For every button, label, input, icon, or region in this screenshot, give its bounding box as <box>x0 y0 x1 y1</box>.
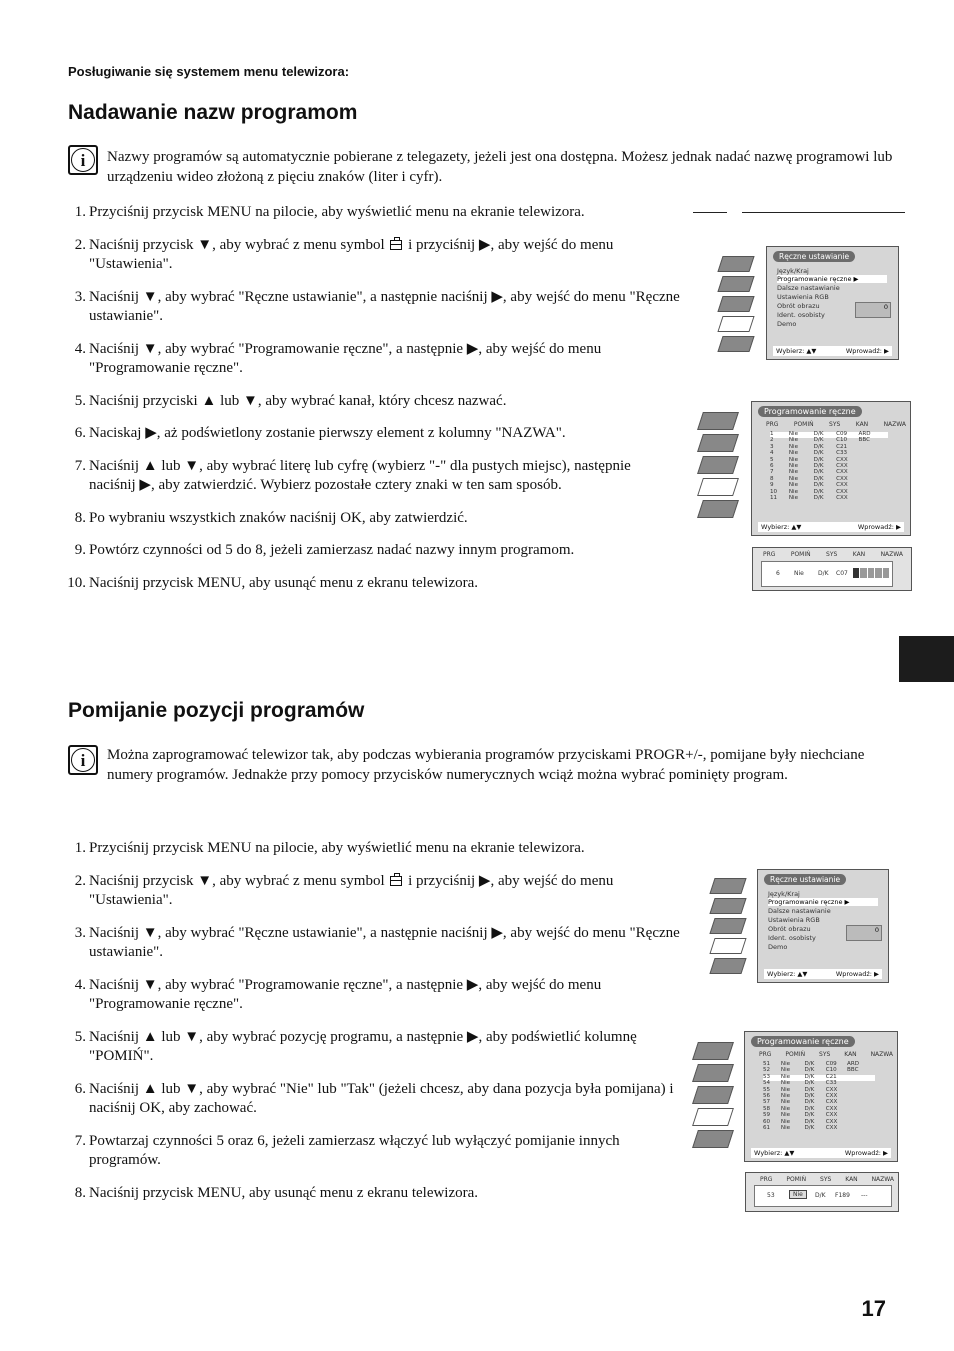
table-cell: D/K <box>813 437 824 444</box>
table-cell: 61 <box>763 1125 771 1131</box>
table-cell: D/K <box>813 450 824 457</box>
table-cell: D/K <box>804 1093 815 1099</box>
table-cell: 10 <box>770 488 778 495</box>
list-item: 6. Naciskaj ▶, aż podświetlony zostanie pierwszy element z kolumny "NAZWA". <box>74 425 566 441</box>
manual-setup-menu <box>766 246 899 360</box>
menu-category-icons <box>700 412 736 522</box>
list-item: 1. Przyciśnij przycisk MENU na pilocie, aby wyświetlić menu na ekranie telewizora. <box>74 840 585 856</box>
feature-icon <box>697 456 739 474</box>
info-text-naming: Nazwy programów są automatycznie pobierane z telegazety, jeżeli jest ona dostępna. Możesz jednak nadać nazwę programowi lub urządzeniu wideo złożoną z pięciu znaków (liter i cyfr). <box>107 149 893 185</box>
table-cell: 5 <box>770 456 774 463</box>
setup-icon <box>697 478 739 496</box>
table-row <box>763 1100 875 1106</box>
table-cell: D/K <box>813 443 824 450</box>
menu-item-selected: Programowanie ręczne ▶ <box>768 898 878 906</box>
table-cell: 55 <box>763 1086 771 1093</box>
menu-item: Dalsze nastawianie <box>768 907 831 915</box>
table-row <box>763 1126 875 1132</box>
table-cell: Nie <box>788 431 799 437</box>
table-cell: D/K <box>813 475 824 482</box>
toolbox-icon <box>390 240 402 250</box>
table-cell: 58 <box>763 1105 771 1112</box>
table-cell: D/K <box>813 463 824 469</box>
table-row <box>770 451 888 457</box>
info-icon: i <box>68 745 98 775</box>
menu-footer: Wybierz: ▲▼ Wprowadź: ▶ <box>773 346 892 356</box>
table-cell: D/K <box>804 1073 815 1080</box>
table-cell: 56 <box>763 1093 771 1099</box>
table-row <box>763 1120 875 1126</box>
menu-title: Ręczne ustawianie <box>764 874 846 885</box>
menu-item: Obrót obrazu <box>768 925 811 933</box>
manual-programming-menu <box>751 401 911 536</box>
table-cell: Nie <box>788 495 799 501</box>
table-cell: C09 <box>825 1061 837 1067</box>
list-icon <box>717 336 754 352</box>
table-cell: Nie <box>788 443 799 450</box>
table-cell: Nie <box>780 1118 791 1125</box>
table-cell: CXX <box>836 456 848 463</box>
table-cell: Nie <box>788 488 799 495</box>
table-cell: D/K <box>813 482 824 489</box>
manual-programming-menu <box>744 1031 898 1162</box>
menu-item: Ustawienia RGB <box>768 916 820 924</box>
picture-icon <box>709 878 746 894</box>
table-cell: 59 <box>763 1112 771 1119</box>
table-cell: 54 <box>763 1080 771 1087</box>
table-cell: CXX <box>825 1093 838 1099</box>
table-header: PRG POMIŃ SYS KAN NAZWA <box>766 421 906 428</box>
menu-title: Ręczne ustawianie <box>773 251 855 262</box>
menu-category-icons <box>695 1042 731 1152</box>
menu-title: Programowanie ręczne <box>758 406 862 417</box>
list-item: 8. Naciśnij przycisk MENU, aby usunąć menu z ekranu telewizora. <box>74 1184 479 1201</box>
setup-icon <box>692 1108 734 1126</box>
table-row <box>763 1081 875 1087</box>
table-row <box>770 464 888 470</box>
menu-footer: Wybierz: ▲▼ Wprowadź: ▶ <box>758 522 904 532</box>
table-cell: Nie <box>788 469 799 476</box>
list-item: 8. Po wybraniu wszystkich znaków naciśnij OK, aby zatwierdzić. <box>74 509 468 526</box>
list-item: 5. Naciśnij ▲ lub ▼, aby wybrać pozycję programu, a następnie ▶, aby podświetlić kolumnę "POMIŃ". <box>74 1028 637 1064</box>
page-number: 17 <box>861 1296 886 1321</box>
table-cell: ARD <box>858 431 871 437</box>
table-row <box>770 490 888 496</box>
list-item: 4. Naciśnij ▼, aby wybrać "Programowanie ręczne", a następnie ▶, aby wejść do menu "Programowanie ręczne". <box>74 340 602 376</box>
bar-header: PRG POMIŃ SYS KAN NAZWA <box>760 1176 894 1183</box>
table-cell: Nie <box>780 1067 791 1074</box>
table-row <box>763 1107 875 1113</box>
table-cell: 53 <box>763 1073 771 1080</box>
bar-header: PRG POMIŃ SYS KAN NAZWA <box>763 551 903 558</box>
table-row <box>763 1094 875 1100</box>
table-cell: CXX <box>825 1105 838 1112</box>
table-cell: D/K <box>813 495 824 501</box>
toolbox-icon <box>390 876 402 886</box>
bar-values: 53 Nie D/K F189 --- <box>754 1185 892 1207</box>
menu-item: Ident. osobisty <box>768 934 816 942</box>
menu-category-icons <box>720 256 752 356</box>
steps-list-skipping <box>68 839 680 1216</box>
menu-item-selected: Programowanie ręczne ▶ <box>777 275 887 283</box>
skip-edit-bar <box>745 1172 899 1212</box>
bar-values: 6 Nie D/K C07 <box>761 561 893 587</box>
table-cell: Nie <box>780 1073 791 1080</box>
sound-icon <box>717 276 754 292</box>
sound-icon <box>697 434 739 452</box>
menu-item: Dalsze nastawianie <box>777 284 840 292</box>
table-row <box>770 445 888 451</box>
table-cell: 8 <box>770 475 774 482</box>
menu-footer: Wybierz: ▲▼ Wprowadź: ▶ <box>751 1148 891 1158</box>
table-cell: 11 <box>770 495 778 501</box>
table-cell: BBC <box>847 1067 859 1074</box>
running-header: Posługiwanie się systemem menu telewizora: <box>68 64 350 79</box>
table-cell: Nie <box>780 1099 791 1106</box>
table-cell: Nie <box>788 482 799 489</box>
rotation-value: 0 <box>855 302 891 318</box>
table-cell: Nie <box>780 1086 791 1093</box>
list-item: 10. Naciśnij przycisk MENU, aby usunąć menu z ekranu telewizora. <box>67 574 479 591</box>
section-tab-marker <box>899 636 954 682</box>
menu-footer: Wybierz: ▲▼ Wprowadź: ▶ <box>764 969 882 979</box>
table-cell: D/K <box>804 1067 815 1074</box>
picture-icon <box>717 256 754 272</box>
list-item: 9. Powtórz czynności od 5 do 8, jeżeli zamierzasz nadać nazwy innym programom. <box>74 542 575 558</box>
section-title-naming: Nadawanie nazw programom <box>68 101 358 124</box>
sound-icon <box>692 1064 734 1082</box>
menu-item: Ustawienia RGB <box>777 293 829 301</box>
table-row <box>770 470 888 476</box>
list-icon <box>709 958 746 974</box>
table-cell: D/K <box>804 1112 815 1119</box>
table-cell: C21 <box>836 443 848 450</box>
table-row <box>770 477 888 483</box>
table-cell: CXX <box>836 469 848 476</box>
table-cell: Nie <box>788 456 799 463</box>
info-icon: i <box>68 145 98 175</box>
menu-item: Obrót obrazu <box>777 302 820 310</box>
table-cell: Nie <box>780 1061 791 1067</box>
table-cell: C09 <box>836 431 848 437</box>
table-cell: Nie <box>788 437 799 444</box>
manual-setup-menu <box>757 869 889 983</box>
table-row <box>770 458 888 464</box>
table-row <box>770 432 888 438</box>
picture-icon <box>692 1042 734 1060</box>
setup-icon <box>717 316 754 332</box>
table-cell: 51 <box>763 1061 771 1067</box>
list-item: 7. Naciśnij ▲ lub ▼, aby wybrać literę lub cyfrę (wybierz "-" dla pustych miejsc), następnie naciśnij ▶, aby zatwierdzić. Wybierz pozostałe cztery znaki w ten sam sposób. <box>74 457 631 493</box>
feature-icon <box>717 296 754 312</box>
table-cell: 1 <box>770 431 774 437</box>
table-row <box>770 438 888 444</box>
menu-category-icons <box>712 878 744 978</box>
menu-item: Demo <box>768 943 788 951</box>
table-cell: CXX <box>825 1112 838 1119</box>
table-cell: D/K <box>813 431 824 437</box>
table-cell: CXX <box>836 488 848 495</box>
table-cell: D/K <box>804 1061 815 1067</box>
list-item: 2. Naciśnij przycisk ▼, aby wybrać z menu symbol i przyciśnij ▶, aby wejść do menu "Ustawienia". <box>74 872 614 908</box>
table-cell: C33 <box>825 1080 837 1087</box>
table-cell: Nie <box>788 450 799 457</box>
list-item: 3. Naciśnij ▼, aby wybrać "Ręczne ustawianie", a następnie naciśnij ▶, aby wejść do menu "Ręczne ustawianie". <box>74 288 680 324</box>
table-cell: D/K <box>804 1099 815 1106</box>
table-cell: D/K <box>804 1125 815 1131</box>
table-cell: 6 <box>770 463 774 469</box>
divider <box>693 212 727 213</box>
table-cell: Nie <box>780 1080 791 1087</box>
sound-icon <box>709 898 746 914</box>
table-row <box>763 1113 875 1119</box>
picture-icon <box>697 412 739 430</box>
table-cell: CXX <box>836 475 848 482</box>
table-header: PRG POMIŃ SYS KAN NAZWA <box>759 1051 893 1058</box>
list-item: 6. Naciśnij ▲ lub ▼, aby wybrać "Nie" lub "Tak" (jeżeli chcesz, aby dana pozycja była pomijana) i naciśnij OK, aby zachować. <box>74 1080 674 1116</box>
table-cell: Nie <box>780 1093 791 1099</box>
feature-icon <box>709 918 746 934</box>
table-cell: C21 <box>825 1073 837 1080</box>
table-row <box>763 1075 875 1081</box>
table-cell: CXX <box>836 495 848 501</box>
menu-item: Język/Kraj <box>768 890 800 898</box>
table-cell: 4 <box>770 450 774 457</box>
table-cell: D/K <box>804 1118 815 1125</box>
menu-item: Demo <box>777 320 797 328</box>
table-cell: C10 <box>825 1067 837 1074</box>
steps-list-naming <box>68 203 680 606</box>
table-cell: C33 <box>836 450 848 457</box>
table-cell: BBC <box>858 437 870 444</box>
list-item: 5. Naciśnij przyciski ▲ lub ▼, aby wybrać kanał, który chcesz nazwać. <box>74 392 507 409</box>
table-row <box>763 1088 875 1094</box>
list-icon <box>697 500 739 518</box>
name-edit-bar <box>752 547 912 591</box>
divider <box>742 212 905 213</box>
table-cell: ARD <box>847 1061 860 1067</box>
list-item: 2. Naciśnij przycisk ▼, aby wybrać z menu symbol i przyciśnij ▶, aby wejść do menu "Ustawienia". <box>74 236 614 272</box>
table-cell: 52 <box>763 1067 771 1074</box>
table-cell: Nie <box>780 1125 791 1131</box>
table-cell: D/K <box>804 1080 815 1087</box>
table-cell: CXX <box>825 1125 838 1131</box>
table-cell: 60 <box>763 1118 771 1125</box>
table-row <box>763 1068 875 1074</box>
table-cell: Nie <box>780 1105 791 1112</box>
info-text-skipping: Można zaprogramować telewizor tak, aby podczas wybierania programów przyciskami PROGR+/-, pomijane były niechciane numery programów. Jednakże przy pomocy przycisków numerycznych wciąż można wybrać pominięty program. <box>107 747 865 783</box>
table-cell: CXX <box>825 1099 838 1106</box>
menu-item: Język/Kraj <box>777 267 809 275</box>
list-item: 3. Naciśnij ▼, aby wybrać "Ręczne ustawianie", a następnie naciśnij ▶, aby wejść do menu "Ręczne ustawianie". <box>74 924 680 960</box>
table-cell: CXX <box>836 482 848 489</box>
feature-icon <box>692 1086 734 1104</box>
menu-title: Programowanie ręczne <box>751 1036 855 1047</box>
table-cell: 57 <box>763 1099 771 1106</box>
list-item: 1. Przyciśnij przycisk MENU na pilocie, aby wyświetlić menu na ekranie telewizora. <box>74 204 585 220</box>
table-cell: 9 <box>770 482 774 489</box>
name-char-cells <box>853 568 889 578</box>
table-cell: 2 <box>770 437 774 444</box>
table-cell: 7 <box>770 469 774 476</box>
rotation-value: 0 <box>846 925 882 941</box>
table-cell: Nie <box>788 463 799 469</box>
table-cell: CXX <box>836 463 848 469</box>
table-cell: CXX <box>825 1086 838 1093</box>
table-row <box>770 483 888 489</box>
list-icon <box>692 1130 734 1148</box>
table-cell: D/K <box>813 488 824 495</box>
table-cell: D/K <box>804 1086 815 1093</box>
table-cell: D/K <box>813 456 824 463</box>
table-row <box>770 496 888 502</box>
table-cell: C10 <box>836 437 848 444</box>
table-cell: Nie <box>780 1112 791 1119</box>
menu-item: Ident. osobisty <box>777 311 825 319</box>
setup-icon <box>709 938 746 954</box>
table-cell: D/K <box>813 469 824 476</box>
table-cell: CXX <box>825 1118 838 1125</box>
table-cell: Nie <box>788 475 799 482</box>
section-title-skipping: Pomijanie pozycji programów <box>68 699 365 722</box>
list-item: 7. Powtarzaj czynności 5 oraz 6, jeżeli zamierzasz włączyć lub wyłączyć pomijanie innych programów. <box>74 1132 620 1168</box>
list-item: 4. Naciśnij ▼, aby wybrać "Programowanie ręczne", a następnie ▶, aby wejść do menu "Programowanie ręczne". <box>74 976 602 1012</box>
table-cell: D/K <box>804 1105 815 1112</box>
table-cell: 3 <box>770 443 774 450</box>
